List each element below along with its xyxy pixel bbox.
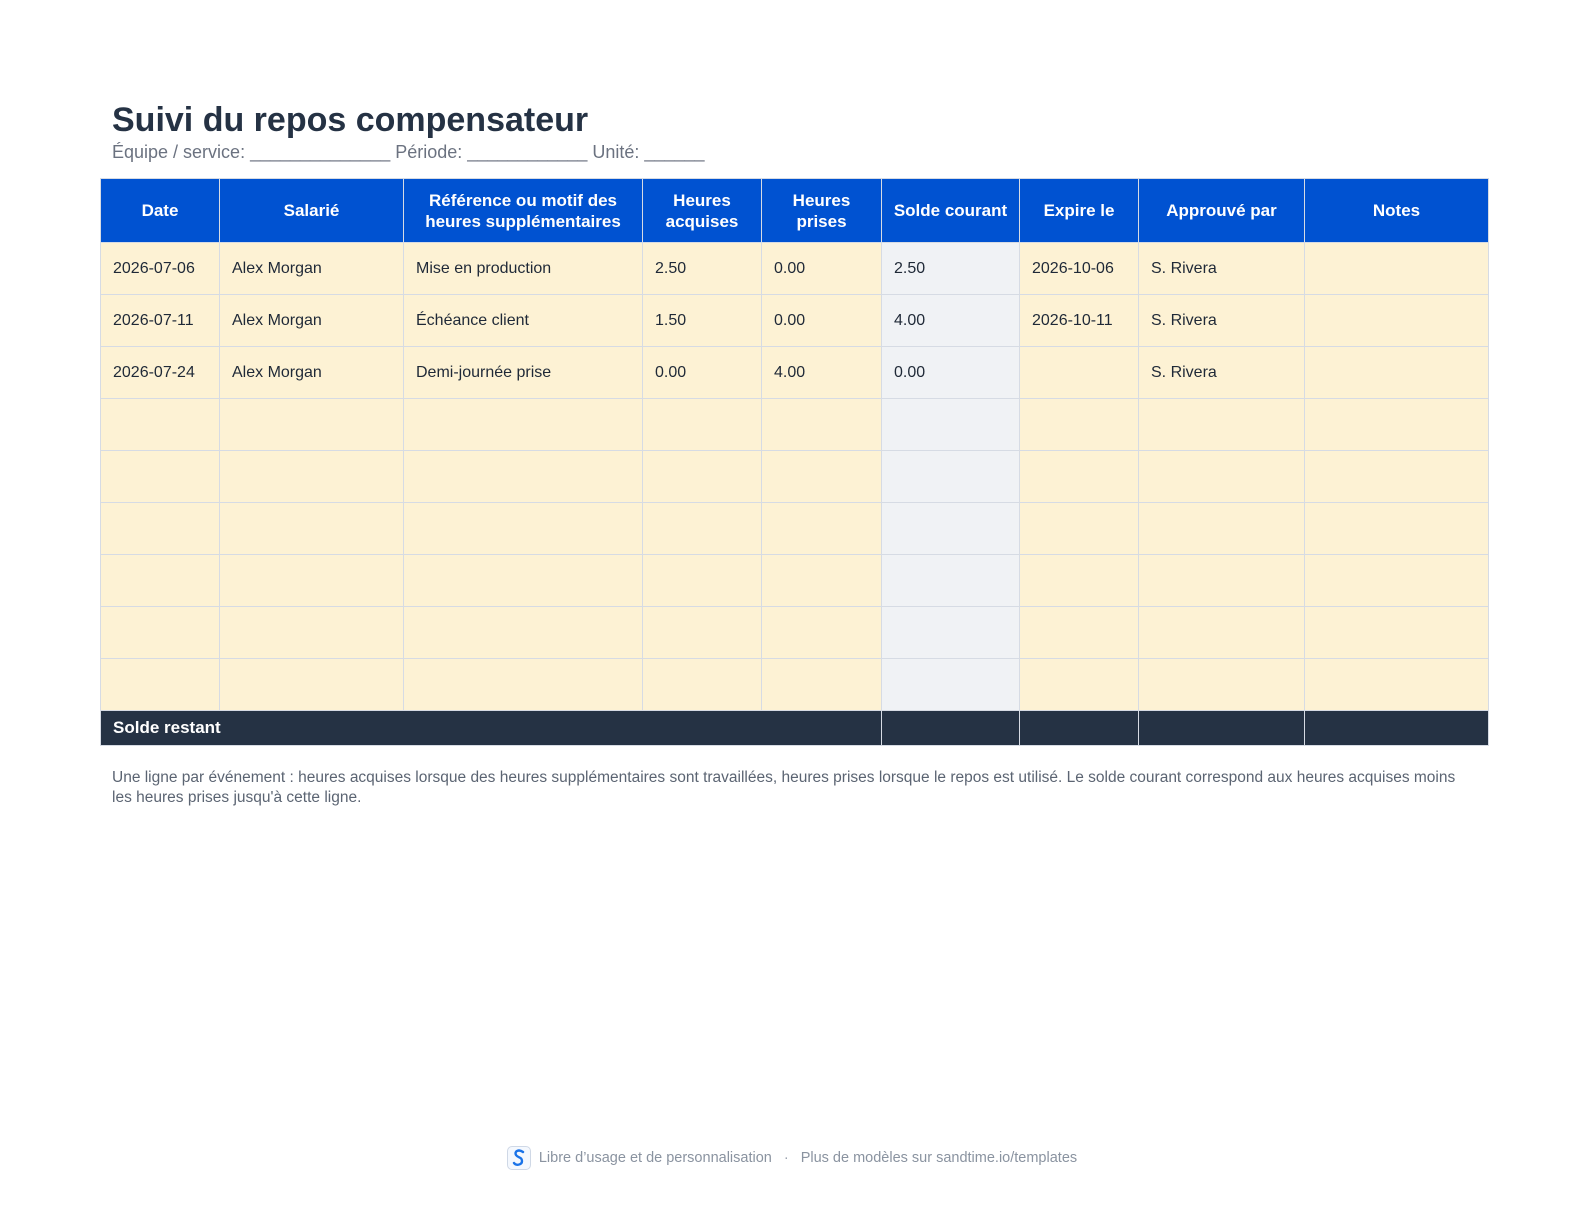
col-header-expires: Expire le: [1020, 179, 1139, 243]
total-approved-cell: [1139, 711, 1305, 746]
cell-date[interactable]: 2026-07-24: [101, 347, 220, 399]
cell-approved-by[interactable]: [1139, 659, 1305, 711]
cell-hours-earned[interactable]: [643, 399, 762, 451]
table-row: [101, 503, 1489, 555]
footer: [0, 1146, 1584, 1170]
total-expires-cell: [1020, 711, 1139, 746]
cell-date[interactable]: 2026-07-06: [101, 243, 220, 295]
table-row: [101, 607, 1489, 659]
cell-running-balance[interactable]: [882, 451, 1020, 503]
cell-expires[interactable]: [1020, 451, 1139, 503]
table-row: [101, 243, 1489, 295]
cell-hours-taken[interactable]: [762, 659, 882, 711]
cell-hours-earned[interactable]: [643, 607, 762, 659]
cell-hours-taken[interactable]: 0.00: [762, 295, 882, 347]
cell-notes[interactable]: [1305, 659, 1489, 711]
cell-notes[interactable]: [1305, 243, 1489, 295]
cell-running-balance[interactable]: [882, 555, 1020, 607]
cell-hours-earned[interactable]: [643, 503, 762, 555]
col-header-notes: Notes: [1305, 179, 1489, 243]
cell-employee[interactable]: Alex Morgan: [220, 295, 404, 347]
cell-approved-by[interactable]: [1139, 607, 1305, 659]
page-title: Suivi du repos compensateur: [112, 101, 589, 139]
total-notes-cell: [1305, 711, 1489, 746]
cell-reference[interactable]: Échéance client: [404, 295, 643, 347]
col-header-hours-earned: Heures acquises: [643, 179, 762, 243]
cell-hours-earned[interactable]: [643, 555, 762, 607]
cell-running-balance[interactable]: [882, 503, 1020, 555]
cell-date[interactable]: 2026-07-11: [101, 295, 220, 347]
cell-reference[interactable]: [404, 659, 643, 711]
cell-expires[interactable]: [1020, 555, 1139, 607]
cell-hours-earned[interactable]: [643, 659, 762, 711]
cell-hours-earned[interactable]: 2.50: [643, 243, 762, 295]
cell-approved-by[interactable]: [1139, 451, 1305, 503]
cell-notes[interactable]: [1305, 399, 1489, 451]
cell-notes[interactable]: [1305, 555, 1489, 607]
cell-reference[interactable]: [404, 503, 643, 555]
cell-approved-by[interactable]: [1139, 503, 1305, 555]
cell-employee[interactable]: Alex Morgan: [220, 347, 404, 399]
cell-expires[interactable]: [1020, 347, 1139, 399]
cell-hours-taken[interactable]: [762, 451, 882, 503]
table-row: [101, 659, 1489, 711]
page-subtitle: Équipe / service: ______________ Période: ____________ Unité: ______: [112, 142, 705, 162]
cell-expires[interactable]: [1020, 659, 1139, 711]
cell-hours-earned[interactable]: 1.50: [643, 295, 762, 347]
cell-approved-by[interactable]: S. Rivera: [1139, 243, 1305, 295]
cell-hours-taken[interactable]: [762, 555, 882, 607]
cell-reference[interactable]: [404, 399, 643, 451]
cell-approved-by[interactable]: S. Rivera: [1139, 347, 1305, 399]
cell-employee[interactable]: [220, 555, 404, 607]
cell-reference[interactable]: [404, 555, 643, 607]
cell-running-balance[interactable]: 4.00: [882, 295, 1020, 347]
table-header-row: [101, 179, 1489, 243]
cell-expires[interactable]: 2026-10-11: [1020, 295, 1139, 347]
table-row: [101, 399, 1489, 451]
cell-employee[interactable]: Alex Morgan: [220, 243, 404, 295]
cell-hours-taken[interactable]: 4.00: [762, 347, 882, 399]
col-header-running-balance: Solde courant: [882, 179, 1020, 243]
cell-approved-by[interactable]: [1139, 555, 1305, 607]
table-body: [101, 243, 1489, 711]
cell-date[interactable]: [101, 607, 220, 659]
cell-notes[interactable]: [1305, 607, 1489, 659]
table-row: [101, 347, 1489, 399]
cell-employee[interactable]: [220, 451, 404, 503]
cell-employee[interactable]: [220, 503, 404, 555]
cell-running-balance[interactable]: [882, 399, 1020, 451]
col-header-employee: Salarié: [220, 179, 404, 243]
col-header-date: Date: [101, 179, 220, 243]
footer-license-text: Libre d’usage et de personnalisation: [538, 1150, 772, 1166]
cell-hours-earned[interactable]: 0.00: [643, 347, 762, 399]
col-header-approved-by: Approuvé par: [1139, 179, 1305, 243]
cell-approved-by[interactable]: S. Rivera: [1139, 295, 1305, 347]
cell-notes[interactable]: [1305, 451, 1489, 503]
cell-employee[interactable]: [220, 659, 404, 711]
cell-reference[interactable]: Demi-journée prise: [404, 347, 643, 399]
cell-expires[interactable]: 2026-10-06: [1020, 243, 1139, 295]
total-row: [101, 711, 1489, 746]
table-row: [101, 555, 1489, 607]
cell-date[interactable]: [101, 659, 220, 711]
cell-running-balance[interactable]: [882, 607, 1020, 659]
cell-running-balance[interactable]: [882, 659, 1020, 711]
cell-notes[interactable]: [1305, 503, 1489, 555]
cell-reference[interactable]: [404, 607, 643, 659]
footer-separator: ·: [783, 1150, 789, 1166]
cell-notes[interactable]: [1305, 347, 1489, 399]
cell-reference[interactable]: Mise en production: [404, 243, 643, 295]
time-off-table: [100, 178, 1489, 746]
instructions-note: Une ligne par événement : heures acquises lorsque des heures supplémentaires sont travaillées, heures prises lorsque le repos est utilisé. Le solde courant correspond aux heures acquises moins les heures prises jusqu'à cette ligne.: [112, 769, 1456, 806]
col-header-hours-taken: Heures prises: [762, 179, 882, 243]
cell-running-balance[interactable]: 2.50: [882, 243, 1020, 295]
cell-approved-by[interactable]: [1139, 399, 1305, 451]
cell-date[interactable]: [101, 555, 220, 607]
cell-date[interactable]: [101, 503, 220, 555]
cell-expires[interactable]: [1020, 399, 1139, 451]
cell-date[interactable]: [101, 399, 220, 451]
cell-expires[interactable]: [1020, 607, 1139, 659]
cell-running-balance[interactable]: 0.00: [882, 347, 1020, 399]
cell-hours-taken[interactable]: 0.00: [762, 243, 882, 295]
cell-date[interactable]: [101, 451, 220, 503]
sandtime-logo-icon: [507, 1146, 531, 1170]
cell-hours-taken[interactable]: [762, 607, 882, 659]
table-row: [101, 451, 1489, 503]
document-page: [100, 100, 1488, 808]
table-row: [101, 295, 1489, 347]
cell-hours-earned[interactable]: [643, 451, 762, 503]
total-balance-cell: [882, 711, 1020, 746]
cell-notes[interactable]: [1305, 295, 1489, 347]
footer-templates-link[interactable]: Plus de modèles sur sandtime.io/templates: [800, 1150, 1078, 1166]
col-header-reference: Référence ou motif des heures supplémentaires: [404, 179, 643, 243]
cell-employee[interactable]: [220, 607, 404, 659]
cell-expires[interactable]: [1020, 503, 1139, 555]
cell-hours-taken[interactable]: [762, 503, 882, 555]
cell-hours-taken[interactable]: [762, 399, 882, 451]
cell-reference[interactable]: [404, 451, 643, 503]
cell-employee[interactable]: [220, 399, 404, 451]
total-label: Solde restant: [101, 711, 882, 746]
